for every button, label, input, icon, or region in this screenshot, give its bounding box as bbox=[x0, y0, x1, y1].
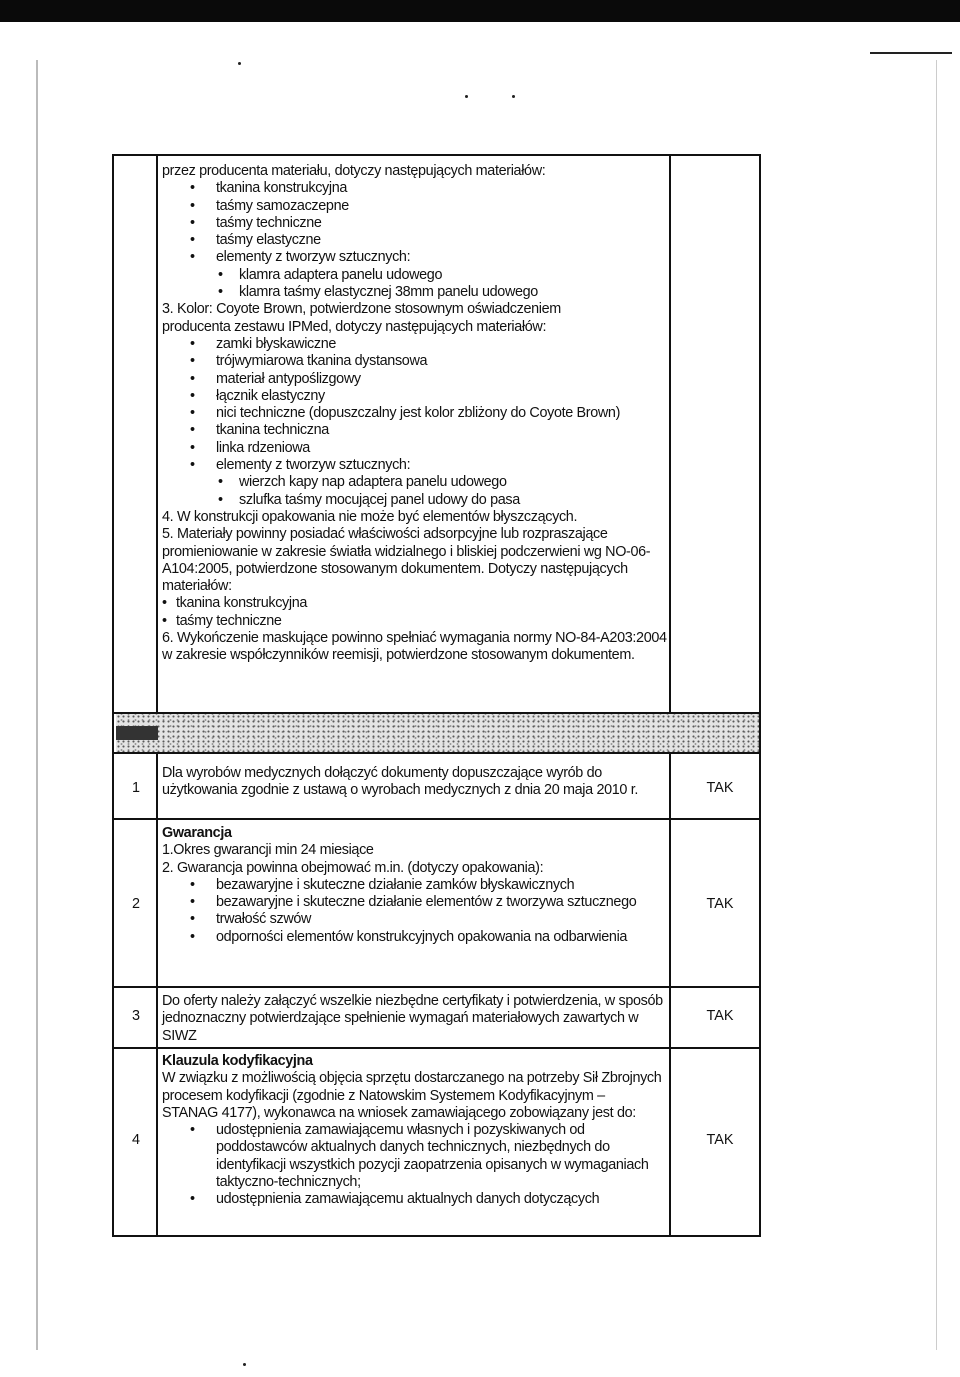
scan-edge-left bbox=[36, 60, 38, 1350]
continuation-intro: przez producenta materiału, dotyczy następujących materiałów: bbox=[162, 163, 546, 179]
row-divider bbox=[114, 818, 759, 820]
material-list-c bbox=[162, 595, 667, 630]
scan-speck bbox=[465, 95, 468, 98]
shaded-separator-band bbox=[116, 714, 759, 752]
list-item: • zamki błyskawiczne bbox=[162, 336, 667, 353]
row-divider bbox=[114, 712, 759, 714]
shaded-separator-mark bbox=[116, 726, 158, 740]
list-item: • taśmy samozaczepne bbox=[162, 198, 667, 215]
scan-speck bbox=[512, 95, 515, 98]
list-item: • tkanina konstrukcyjna bbox=[162, 595, 667, 612]
list-item: • trójwymiarowa tkanina dystansowa bbox=[162, 353, 667, 370]
list-item: • udostępnienia zamawiającemu własnych i pozyskiwanych od poddostawców aktualnych danych technicznych, niezbędnych do identyfikacji wszystkich pozycji zaopatrzenia opisanych w wymaganiach taktyczno-technicznych; bbox=[162, 1122, 662, 1191]
list-item: • bezawaryjne i skuteczne działanie zamków błyskawicznych bbox=[162, 877, 667, 894]
guarantee-list bbox=[162, 877, 667, 946]
row-4-cell bbox=[162, 1053, 662, 1209]
item-3-line-1: 3. Kolor: Coyote Brown, potwierdzone stosownym oświadczeniem bbox=[162, 301, 561, 318]
list-item: • udostępnienia zamawiającemu aktualnych danych dotyczących bbox=[162, 1191, 662, 1208]
continuation-cell bbox=[162, 163, 667, 665]
column-divider bbox=[669, 156, 671, 1235]
codification-list bbox=[162, 1122, 662, 1208]
list-item: • elementy z tworzyw sztucznych: bbox=[162, 457, 667, 474]
row-number: 3 bbox=[131, 1008, 140, 1024]
row-heading: Klauzula kodyfikacyjna bbox=[162, 1053, 313, 1069]
row-number: 4 bbox=[131, 1132, 140, 1148]
list-item: • trwałość szwów bbox=[162, 911, 667, 928]
column-divider bbox=[156, 156, 158, 1235]
list-item: • odporności elementów konstrukcyjnych opakowania na odbarwienia bbox=[162, 929, 667, 946]
row-divider bbox=[114, 986, 759, 988]
list-item: • taśmy techniczne bbox=[162, 613, 667, 630]
list-item: • elementy z tworzyw sztucznych: bbox=[162, 249, 667, 266]
list-subitem: • klamra adaptera panelu udowego bbox=[162, 267, 667, 284]
item-5: 5. Materiały powinny posiadać właściwości adsorpcyjne lub rozpraszające promieniowanie w zakresie światła widzialnego i bliskiej podczerwieni wg NO-06-A104:2005, potwierdzone stosowanym dokumentem. Dotyczy następujących materiałów: bbox=[162, 526, 651, 595]
row-3-text: Do oferty należy załączyć wszelkie niezbędne certyfikaty i potwierdzenia, w sposób jednoznaczny potwierdzające spełnienie wymagań materiałowych zawartych w SIWZ bbox=[162, 993, 663, 1044]
list-item: • tkanina konstrukcyjna bbox=[162, 180, 667, 197]
row-4-text: W związku z możliwością objęcia sprzętu dostarczanego na potrzeby Sił Zbrojnych procesem kodyfikacji (zgodnie z Natowskim Systemem Kodyfikacyjnym – STANAG 4177), wykonawca na wniosek zamawiającego zobowiązany jest do: bbox=[162, 1070, 662, 1121]
row-number: 2 bbox=[131, 896, 140, 912]
list-item: • łącznik elastyczny bbox=[162, 388, 667, 405]
item-4: 4. W konstrukcji opakowania nie może być elementów błyszczących. bbox=[162, 508, 578, 525]
row-answer: TAK bbox=[706, 780, 734, 796]
scan-speck bbox=[243, 1363, 246, 1366]
row-divider bbox=[114, 1047, 759, 1049]
row-2-line-1: 1.Okres gwarancji min 24 miesiące bbox=[162, 842, 374, 859]
item-6: 6. Wykończenie maskujące powinno spełniać wymagania normy NO-84-A203:2004 w zakresie współczynników reemisji, potwierdzone stosowanym dokumentem. bbox=[162, 630, 667, 664]
row-answer: TAK bbox=[706, 1008, 734, 1024]
list-subitem: • szlufka taśmy mocującej panel udowy do pasa bbox=[162, 492, 667, 509]
list-item: • tkanina techniczna bbox=[162, 422, 667, 439]
requirements-table bbox=[112, 154, 761, 1237]
scan-top-border bbox=[0, 0, 960, 22]
row-answer: TAK bbox=[706, 896, 734, 912]
row-divider bbox=[114, 752, 759, 754]
list-item: • nici techniczne (dopuszczalny jest kolor zbliżony do Coyote Brown) bbox=[162, 405, 667, 422]
scan-edge-right bbox=[936, 60, 937, 1350]
row-answer: TAK bbox=[706, 1132, 734, 1148]
list-subitem: • wierzch kapy nap adaptera panelu udowego bbox=[162, 474, 667, 491]
list-item: • taśmy techniczne bbox=[162, 215, 667, 232]
list-item: • bezawaryjne i skuteczne działanie elementów z tworzywa sztucznego bbox=[162, 894, 667, 911]
row-heading: Gwarancja bbox=[162, 825, 232, 841]
scan-speck bbox=[238, 62, 241, 65]
material-list-a bbox=[162, 180, 667, 301]
row-1-text: Dla wyrobów medycznych dołączyć dokumenty dopuszczające wyrób do użytkowania zgodnie z ustawą o wyrobach medycznych z dnia 20 maja 2010 r. bbox=[162, 765, 639, 799]
row-2-cell bbox=[162, 825, 667, 946]
list-item: • taśmy elastyczne bbox=[162, 232, 667, 249]
scan-artifact-line bbox=[870, 52, 952, 54]
list-item: • linka rdzeniowa bbox=[162, 440, 667, 457]
material-list-b bbox=[162, 336, 667, 509]
list-subitem: • klamra taśmy elastycznej 38mm panelu udowego bbox=[162, 284, 667, 301]
row-2-line-2: 2. Gwarancja powinna obejmować m.in. (dotyczy opakowania): bbox=[162, 859, 544, 876]
list-item: • materiał antypoślizgowy bbox=[162, 371, 667, 388]
row-number: 1 bbox=[131, 780, 140, 796]
item-3-line-2: producenta zestawu IPMed, dotyczy następujących materiałów: bbox=[162, 318, 547, 335]
